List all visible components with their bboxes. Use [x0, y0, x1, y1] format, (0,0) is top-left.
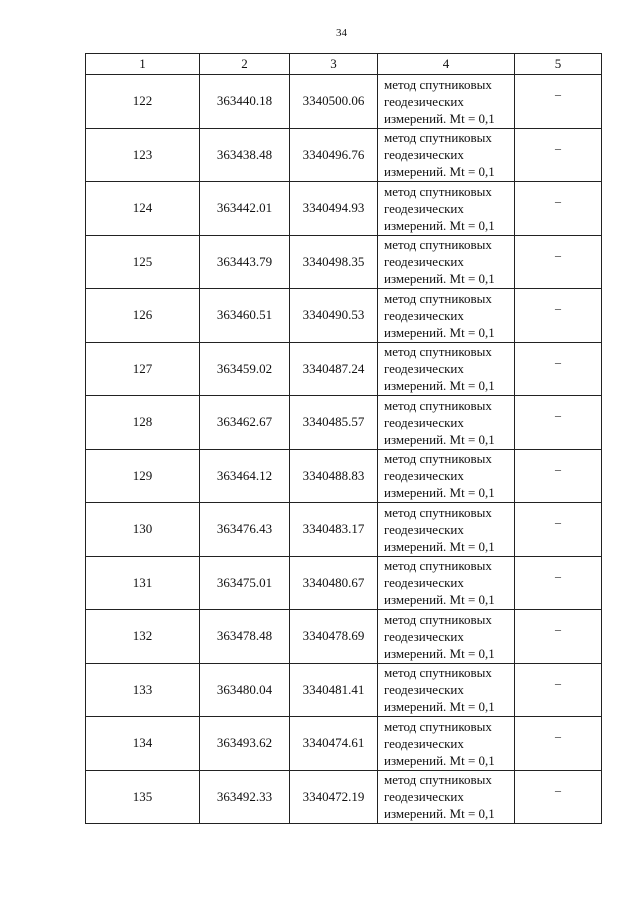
method-text-line: метод спутниковых [384, 611, 492, 627]
method-cell [378, 556, 515, 610]
x-coordinate-cell: 363480.04 [200, 663, 290, 717]
point-number-cell: 125 [86, 235, 200, 289]
point-number-cell: 133 [86, 663, 200, 717]
y-coordinate-cell: 3340488.83 [290, 449, 378, 503]
method-cell [378, 770, 515, 824]
table-row [86, 128, 602, 182]
method-text-line: метод спутниковых [384, 183, 492, 199]
method-text-line: измерений. Mt = 0,1 [384, 538, 495, 554]
header-col-4: 4 [378, 54, 515, 75]
x-coordinate-cell: 363493.62 [200, 717, 290, 771]
y-coordinate-cell: 3340483.17 [290, 503, 378, 557]
method-text-line: измерений. Mt = 0,1 [384, 217, 495, 233]
note-cell: – [515, 182, 602, 236]
page-number: 34 [336, 27, 347, 39]
method-cell [378, 128, 515, 182]
note-cell: – [515, 503, 602, 557]
note-cell: – [515, 770, 602, 824]
method-cell [378, 235, 515, 289]
y-coordinate-cell: 3340494.93 [290, 182, 378, 236]
method-text-line: геодезических [384, 414, 464, 430]
method-text-line: геодезических [384, 628, 464, 644]
x-coordinate-cell: 363442.01 [200, 182, 290, 236]
x-coordinate-cell: 363492.33 [200, 770, 290, 824]
method-text-line: измерений. Mt = 0,1 [384, 164, 495, 180]
method-text-line: измерений. Mt = 0,1 [384, 699, 495, 715]
y-coordinate-cell: 3340485.57 [290, 396, 378, 450]
method-text-line: метод спутниковых [384, 397, 492, 413]
method-cell [378, 75, 515, 129]
method-cell [378, 182, 515, 236]
method-text-line: метод спутниковых [384, 504, 492, 520]
table-row [86, 717, 602, 771]
coordinates-table [85, 53, 602, 824]
x-coordinate-cell: 363462.67 [200, 396, 290, 450]
y-coordinate-cell: 3340480.67 [290, 556, 378, 610]
method-text-line: измерений. Mt = 0,1 [384, 431, 495, 447]
method-text-line: геодезических [384, 361, 464, 377]
point-number-cell: 130 [86, 503, 200, 557]
x-coordinate-cell: 363464.12 [200, 449, 290, 503]
point-number-cell: 126 [86, 289, 200, 343]
note-cell: – [515, 663, 602, 717]
point-number-cell: 134 [86, 717, 200, 771]
y-coordinate-cell: 3340481.41 [290, 663, 378, 717]
y-coordinate-cell: 3340472.19 [290, 770, 378, 824]
note-cell: – [515, 396, 602, 450]
method-text-line: геодезических [384, 468, 464, 484]
method-text-line: метод спутниковых [384, 558, 492, 574]
table-row [86, 289, 602, 343]
method-text-line: измерений. Mt = 0,1 [384, 324, 495, 340]
method-text-line: метод спутниковых [384, 718, 492, 734]
method-text-line: геодезических [384, 521, 464, 537]
table-row [86, 503, 602, 557]
header-col-3: 3 [290, 54, 378, 75]
method-cell [378, 449, 515, 503]
y-coordinate-cell: 3340498.35 [290, 235, 378, 289]
note-cell: – [515, 289, 602, 343]
method-text-line: измерений. Mt = 0,1 [384, 271, 495, 287]
table-row [86, 75, 602, 129]
method-text-line: измерений. Mt = 0,1 [384, 752, 495, 768]
point-number-cell: 132 [86, 610, 200, 664]
x-coordinate-cell: 363460.51 [200, 289, 290, 343]
method-text-line: геодезических [384, 254, 464, 270]
point-number-cell: 127 [86, 342, 200, 396]
method-text-line: метод спутниковых [384, 76, 492, 92]
y-coordinate-cell: 3340490.53 [290, 289, 378, 343]
x-coordinate-cell: 363475.01 [200, 556, 290, 610]
note-cell: – [515, 556, 602, 610]
point-number-cell: 129 [86, 449, 200, 503]
method-text-line: измерений. Mt = 0,1 [384, 378, 495, 394]
method-cell [378, 396, 515, 450]
x-coordinate-cell: 363440.18 [200, 75, 290, 129]
method-text-line: измерений. Mt = 0,1 [384, 592, 495, 608]
table-row [86, 663, 602, 717]
method-text-line: измерений. Mt = 0,1 [384, 485, 495, 501]
method-text-line: метод спутниковых [384, 451, 492, 467]
method-text-line: метод спутниковых [384, 130, 492, 146]
header-col-2: 2 [200, 54, 290, 75]
method-text-line: геодезических [384, 575, 464, 591]
method-text-line: измерений. Mt = 0,1 [384, 110, 495, 126]
method-cell [378, 717, 515, 771]
point-number-cell: 122 [86, 75, 200, 129]
note-cell: – [515, 717, 602, 771]
method-text-line: геодезических [384, 93, 464, 109]
note-cell: – [515, 610, 602, 664]
method-cell [378, 289, 515, 343]
x-coordinate-cell: 363443.79 [200, 235, 290, 289]
method-text-line: метод спутниковых [384, 344, 492, 360]
method-text-line: измерений. Mt = 0,1 [384, 645, 495, 661]
header-col-1: 1 [86, 54, 200, 75]
header-col-5: 5 [515, 54, 602, 75]
note-cell: – [515, 75, 602, 129]
table-row [86, 342, 602, 396]
table-row [86, 556, 602, 610]
x-coordinate-cell: 363478.48 [200, 610, 290, 664]
y-coordinate-cell: 3340474.61 [290, 717, 378, 771]
method-text-line: метод спутниковых [384, 665, 492, 681]
table-row [86, 770, 602, 824]
y-coordinate-cell: 3340478.69 [290, 610, 378, 664]
method-text-line: метод спутниковых [384, 290, 492, 306]
method-text-line: геодезических [384, 147, 464, 163]
note-cell: – [515, 449, 602, 503]
method-text-line: геодезических [384, 789, 464, 805]
method-text-line: метод спутниковых [384, 237, 492, 253]
note-cell: – [515, 235, 602, 289]
table-row [86, 449, 602, 503]
table-header-row [86, 54, 602, 75]
method-text-line: геодезических [384, 682, 464, 698]
method-text-line: геодезических [384, 200, 464, 216]
y-coordinate-cell: 3340487.24 [290, 342, 378, 396]
table-row [86, 182, 602, 236]
point-number-cell: 124 [86, 182, 200, 236]
method-text-line: геодезических [384, 735, 464, 751]
y-coordinate-cell: 3340500.06 [290, 75, 378, 129]
point-number-cell: 128 [86, 396, 200, 450]
method-text-line: геодезических [384, 307, 464, 323]
table-row [86, 396, 602, 450]
table-row [86, 235, 602, 289]
method-cell [378, 663, 515, 717]
x-coordinate-cell: 363438.48 [200, 128, 290, 182]
x-coordinate-cell: 363476.43 [200, 503, 290, 557]
point-number-cell: 131 [86, 556, 200, 610]
note-cell: – [515, 128, 602, 182]
x-coordinate-cell: 363459.02 [200, 342, 290, 396]
y-coordinate-cell: 3340496.76 [290, 128, 378, 182]
method-text-line: измерений. Mt = 0,1 [384, 806, 495, 822]
table-body [86, 75, 602, 824]
method-cell [378, 610, 515, 664]
point-number-cell: 135 [86, 770, 200, 824]
method-cell [378, 342, 515, 396]
method-cell [378, 503, 515, 557]
method-text-line: метод спутниковых [384, 772, 492, 788]
note-cell: – [515, 342, 602, 396]
table-row [86, 610, 602, 664]
point-number-cell: 123 [86, 128, 200, 182]
